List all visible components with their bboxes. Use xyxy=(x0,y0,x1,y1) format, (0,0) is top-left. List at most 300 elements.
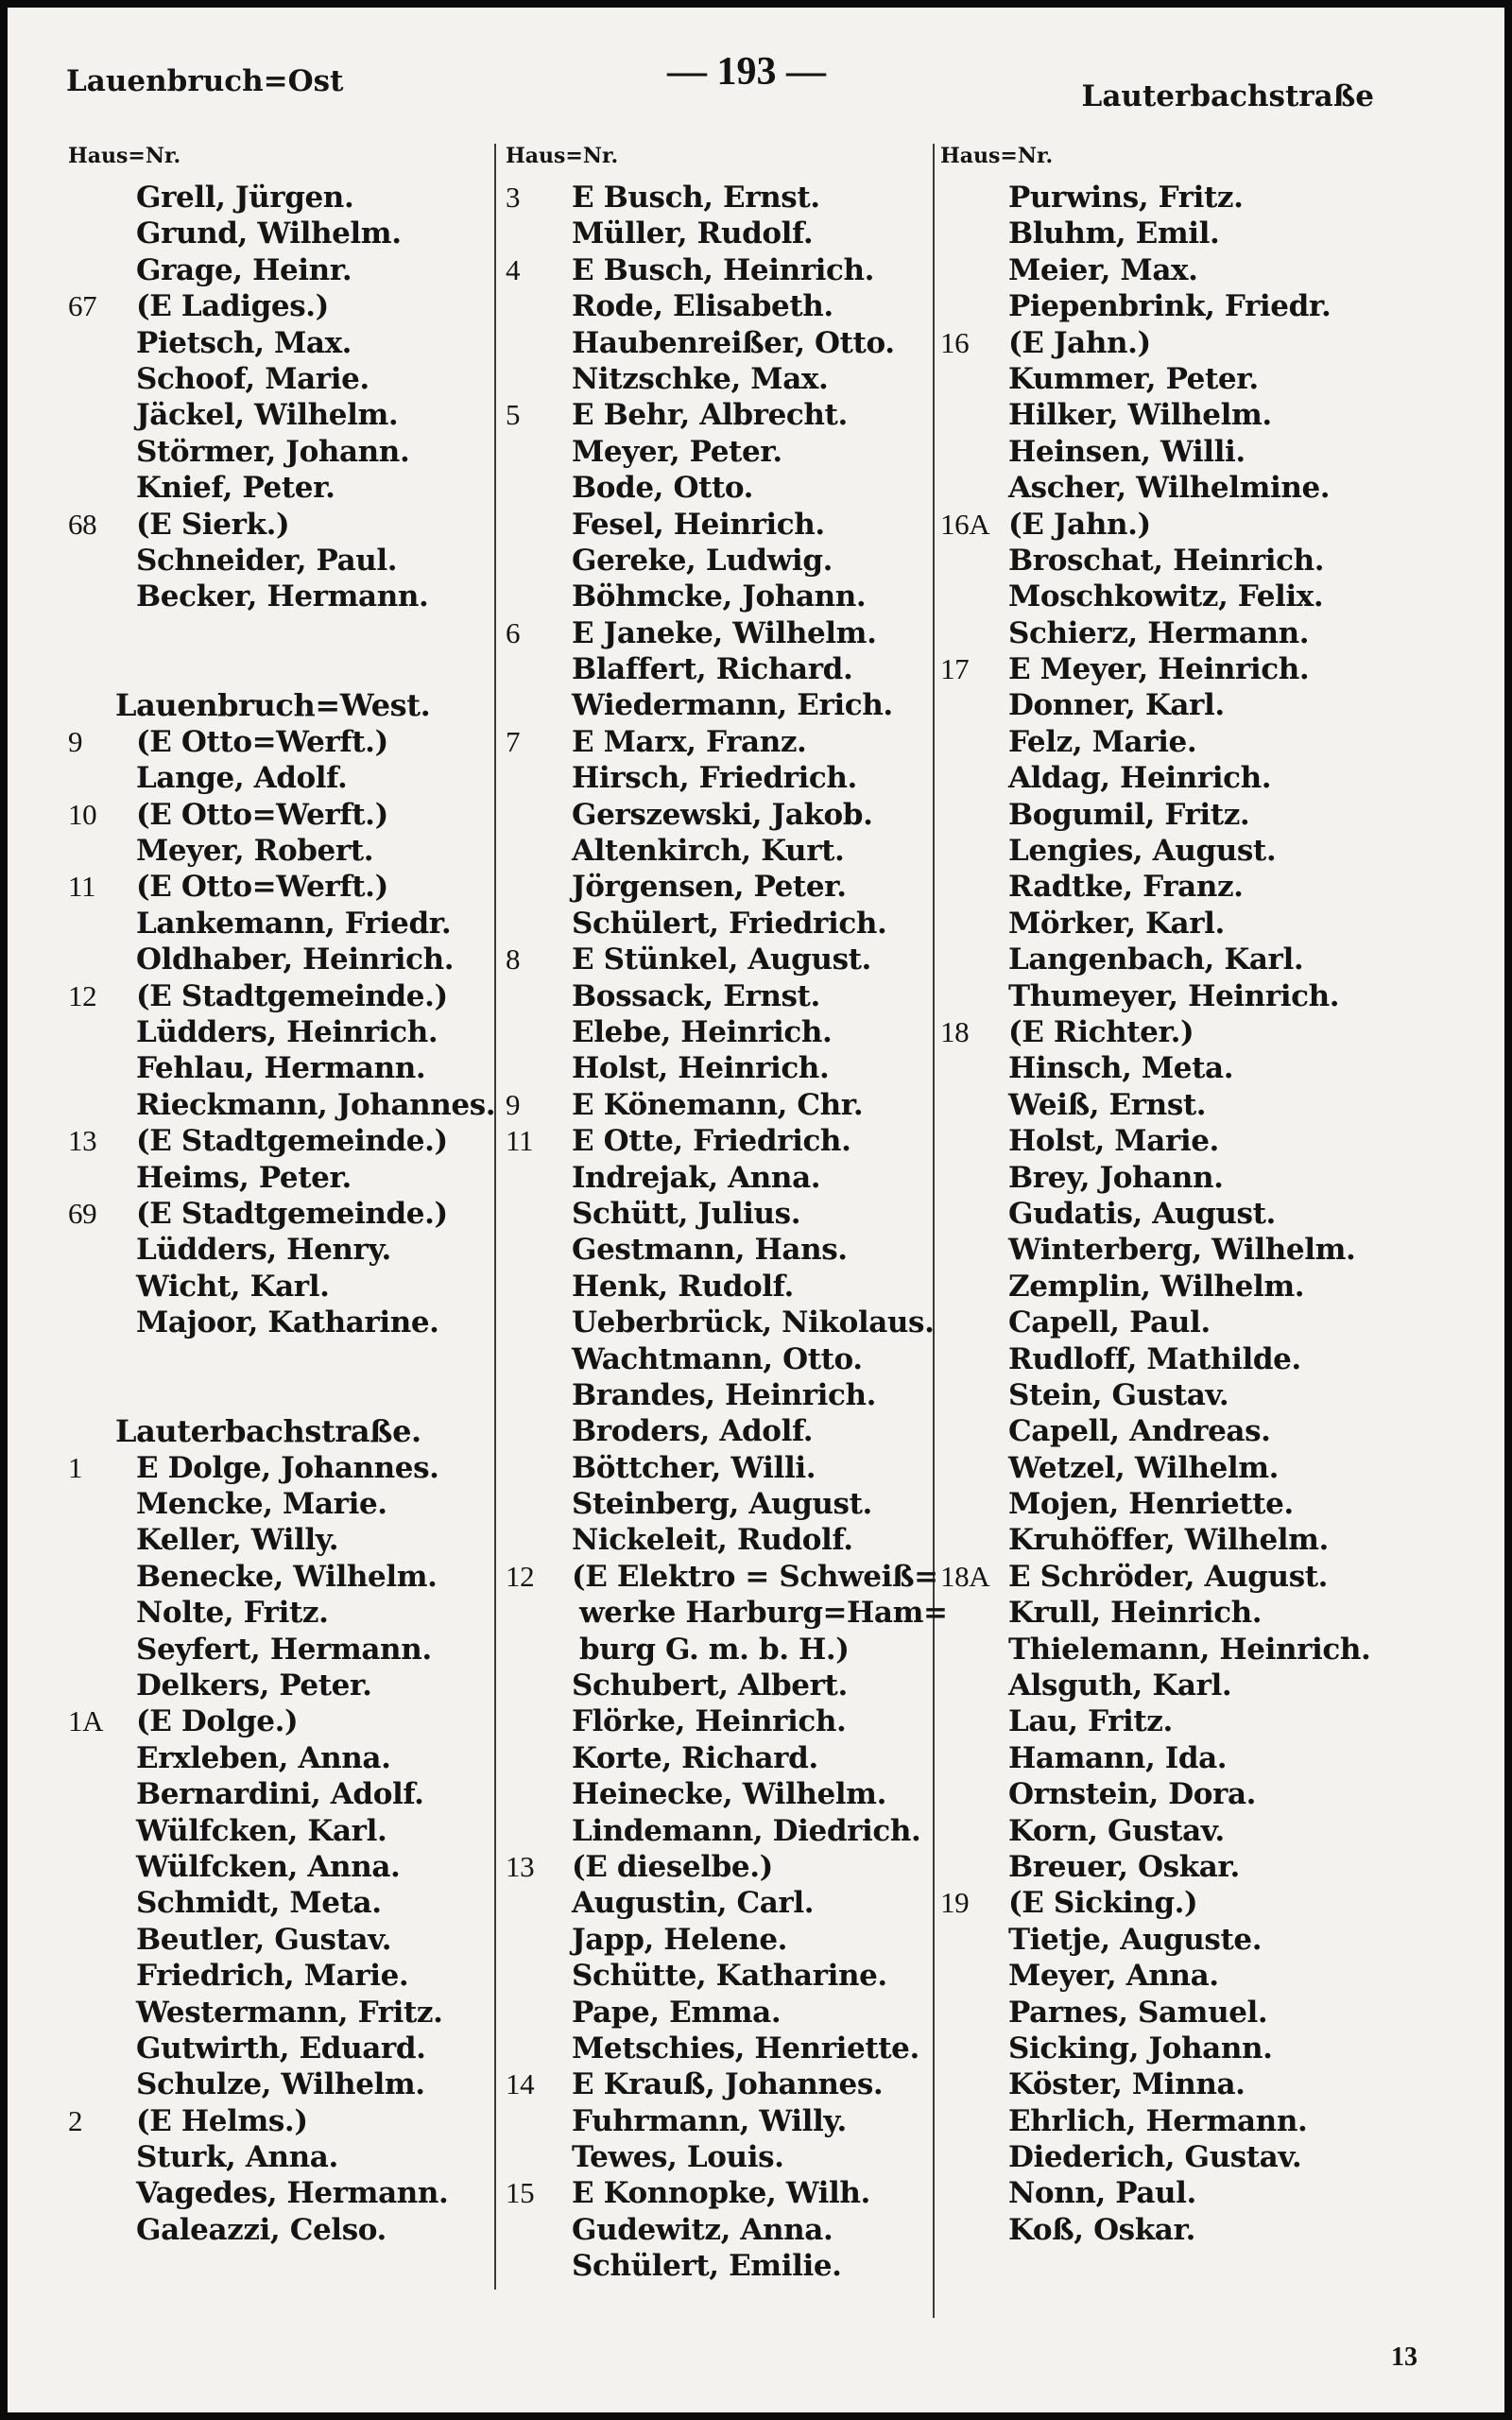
directory-entry xyxy=(68,361,484,397)
directory-entry xyxy=(506,2066,936,2102)
resident-name: Kruhöffer, Wilhelm. xyxy=(1008,1523,1329,1558)
directory-entry xyxy=(940,1269,1384,1305)
directory-entry xyxy=(68,906,484,942)
resident-name: (E Otto=Werft.) xyxy=(136,870,388,905)
directory-entry xyxy=(506,1995,936,2031)
resident-name: Wülfcken, Karl. xyxy=(136,1813,387,1848)
header-left-street: Lauenbruch=Ost xyxy=(66,64,344,98)
directory-entry xyxy=(68,760,484,796)
directory-entry xyxy=(940,978,1384,1014)
directory-entry xyxy=(940,1014,1384,1050)
directory-entry xyxy=(506,1413,936,1449)
directory-entry xyxy=(940,1305,1384,1340)
directory-entry xyxy=(940,1377,1384,1413)
directory-entry xyxy=(68,1305,484,1340)
house-number: 67 xyxy=(68,289,97,323)
resident-name: Capell, Andreas. xyxy=(1008,1414,1271,1449)
directory-entry xyxy=(506,2103,936,2139)
resident-name: Lau, Fritz. xyxy=(1008,1704,1173,1739)
blank-line xyxy=(68,615,484,651)
resident-name: Aldag, Heinrich. xyxy=(1008,761,1272,796)
directory-entry xyxy=(506,1595,948,1631)
resident-name: Metschies, Henriette. xyxy=(572,2031,919,2066)
directory-entry xyxy=(940,615,1384,651)
directory-entry xyxy=(506,2248,936,2284)
directory-entry xyxy=(940,1740,1384,1776)
directory-entry xyxy=(506,651,936,687)
directory-entry xyxy=(506,1123,936,1159)
directory-entry xyxy=(506,579,936,614)
directory-entry xyxy=(68,1922,484,1958)
house-number: 18 xyxy=(940,1014,970,1048)
directory-entry xyxy=(68,1958,484,1994)
resident-name: E Busch, Heinrich. xyxy=(572,252,875,287)
house-number-header: Haus=Nr. xyxy=(940,144,1054,168)
directory-entry xyxy=(68,2103,484,2139)
street-heading xyxy=(68,1413,484,1449)
directory-entry xyxy=(506,1632,936,1668)
directory-entry xyxy=(68,1486,484,1522)
resident-name: Weiß, Ernst. xyxy=(1008,1087,1207,1122)
resident-name: Bogumil, Fritz. xyxy=(1008,797,1250,832)
directory-entry xyxy=(506,434,936,470)
resident-name: E Otte, Friedrich. xyxy=(572,1124,851,1159)
directory-entry xyxy=(506,2031,936,2066)
resident-name: Knief, Peter. xyxy=(136,471,335,506)
blank-line xyxy=(68,1341,484,1377)
resident-name: Schubert, Albert. xyxy=(572,1668,848,1703)
resident-name: Benecke, Wilhelm. xyxy=(136,1559,438,1594)
directory-entry xyxy=(68,325,484,361)
resident-name: Hamann, Ida. xyxy=(1008,1740,1228,1775)
directory-entry xyxy=(506,1341,936,1377)
resident-name: Schierz, Hermann. xyxy=(1008,615,1310,650)
resident-name: Piepenbrink, Friedr. xyxy=(1008,289,1332,324)
directory-entry xyxy=(68,1813,484,1849)
resident-name: Capell, Paul. xyxy=(1008,1305,1211,1340)
directory-entry xyxy=(506,615,936,651)
resident-name: Nickeleit, Rudolf. xyxy=(572,1523,853,1558)
directory-entry xyxy=(940,760,1384,796)
resident-name: Grund, Wilhelm. xyxy=(136,216,402,251)
directory-entry xyxy=(506,2139,936,2175)
resident-name: Meyer, Robert. xyxy=(136,834,374,869)
directory-entry xyxy=(68,216,484,251)
resident-name: Haubenreißer, Otto. xyxy=(572,325,895,360)
house-number: 4 xyxy=(506,252,521,286)
directory-entry xyxy=(68,1776,484,1812)
resident-name: E Konnopke, Wilh. xyxy=(572,2176,870,2211)
resident-name: Korte, Richard. xyxy=(572,1740,818,1775)
resident-name: Meier, Max. xyxy=(1008,252,1198,287)
house-number: 13 xyxy=(506,1849,535,1883)
resident-name: Gerszewski, Jakob. xyxy=(572,797,873,832)
resident-name: Thielemann, Heinrich. xyxy=(1008,1632,1371,1667)
directory-entry xyxy=(506,1559,936,1595)
directory-entry xyxy=(940,470,1384,506)
house-number: 15 xyxy=(506,2176,535,2210)
house-number: 69 xyxy=(68,1196,97,1230)
directory-entry xyxy=(68,724,484,760)
directory-entry xyxy=(506,361,936,397)
directory-column-3 xyxy=(940,142,1384,2248)
directory-column-1 xyxy=(68,142,496,2248)
directory-entry xyxy=(506,1269,936,1305)
directory-entry xyxy=(940,1958,1384,1994)
resident-name: Hinsch, Meta. xyxy=(1008,1051,1234,1086)
header-page-number: — 193 — xyxy=(667,50,826,94)
resident-name: Vagedes, Hermann. xyxy=(136,2176,449,2211)
resident-name: (E Jahn.) xyxy=(1008,507,1151,542)
directory-entry xyxy=(940,507,1384,543)
directory-entry xyxy=(68,543,484,579)
resident-name: Tietje, Auguste. xyxy=(1008,1922,1263,1957)
header-right-street: Lauterbachstraße xyxy=(1081,79,1374,113)
directory-entry xyxy=(506,1776,936,1812)
directory-entry xyxy=(940,579,1384,614)
resident-name: Westermann, Fritz. xyxy=(136,1995,443,2030)
resident-name: Lengies, August. xyxy=(1008,834,1277,869)
house-number: 14 xyxy=(506,2067,535,2101)
resident-name: E Stünkel, August. xyxy=(572,942,871,977)
resident-name: Mörker, Karl. xyxy=(1008,906,1225,941)
resident-name: Tewes, Louis. xyxy=(572,2140,784,2175)
resident-name: Brandes, Heinrich. xyxy=(572,1377,877,1412)
resident-name: E Marx, Franz. xyxy=(572,724,807,759)
directory-entry xyxy=(940,1885,1384,1921)
blank-line xyxy=(68,651,484,687)
house-number: 6 xyxy=(506,615,521,649)
directory-entry xyxy=(940,797,1384,833)
directory-entry xyxy=(68,434,484,470)
resident-name: Meyer, Anna. xyxy=(1008,1959,1219,1994)
directory-entry xyxy=(68,1995,484,2031)
directory-entry xyxy=(506,1668,936,1703)
directory-entry xyxy=(506,797,936,833)
resident-name: Stein, Gustav. xyxy=(1008,1377,1229,1412)
resident-name: Böttcher, Willi. xyxy=(572,1450,816,1485)
resident-name: Flörke, Heinrich. xyxy=(572,1704,847,1739)
directory-entry xyxy=(940,1522,1384,1558)
directory-entry xyxy=(68,579,484,614)
resident-name: (E Sierk.) xyxy=(136,507,290,542)
directory-entry xyxy=(68,833,484,869)
directory-entry xyxy=(68,1703,484,1739)
directory-entry xyxy=(940,1922,1384,1958)
house-number: 12 xyxy=(68,978,97,1012)
directory-entry xyxy=(68,1595,484,1631)
resident-name: (E Ladiges.) xyxy=(136,289,329,324)
resident-name: Brey, Johann. xyxy=(1008,1160,1224,1195)
street-heading xyxy=(68,687,484,723)
directory-entry xyxy=(506,1305,936,1340)
directory-entry xyxy=(68,1522,484,1558)
directory-entry xyxy=(506,180,936,216)
house-number: 17 xyxy=(940,652,970,686)
house-number: 2 xyxy=(68,2103,83,2137)
resident-name: (E Helms.) xyxy=(136,2103,308,2138)
directory-entry xyxy=(68,1668,484,1703)
resident-name: Becker, Hermann. xyxy=(136,579,429,614)
resident-name: (E Jahn.) xyxy=(1008,325,1151,360)
directory-entry xyxy=(506,1014,936,1050)
resident-name: Schmidt, Meta. xyxy=(136,1886,382,1921)
resident-name: Meyer, Peter. xyxy=(572,434,782,469)
directory-entry xyxy=(940,1595,1384,1631)
resident-name: Pietsch, Max. xyxy=(136,325,352,360)
resident-name: Lüdders, Henry. xyxy=(136,1233,391,1268)
directory-entry xyxy=(68,1632,484,1668)
resident-name: (E Sicking.) xyxy=(1008,1886,1198,1921)
directory-entry xyxy=(506,760,936,796)
resident-name: Jörgensen, Peter. xyxy=(572,870,847,905)
house-number: 19 xyxy=(940,1886,970,1920)
resident-name: Pape, Emma. xyxy=(572,1995,782,2030)
directory-entry xyxy=(506,833,936,869)
directory-entry xyxy=(68,470,484,506)
resident-name: Henk, Rudolf. xyxy=(572,1269,794,1304)
resident-name: Seyfert, Hermann. xyxy=(136,1632,432,1667)
sheet-number: 13 xyxy=(1391,2342,1418,2372)
street-heading-text: Lauterbachstraße. xyxy=(115,1413,421,1450)
resident-name: Breuer, Oskar. xyxy=(1008,1849,1240,1884)
directory-entry xyxy=(940,397,1384,433)
resident-name: Krull, Heinrich. xyxy=(1008,1596,1263,1631)
resident-name: Rode, Elisabeth. xyxy=(572,289,833,324)
resident-name: Wachtmann, Otto. xyxy=(572,1341,863,1376)
directory-entry xyxy=(68,1269,484,1305)
directory-entry xyxy=(506,2212,936,2248)
directory-entry xyxy=(940,434,1384,470)
directory-entry xyxy=(506,1377,936,1413)
resident-name: Broders, Adolf. xyxy=(572,1414,814,1449)
directory-entry xyxy=(506,1087,936,1123)
directory-entry xyxy=(940,288,1384,324)
directory-entry xyxy=(68,1050,484,1086)
house-number: 16A xyxy=(940,507,990,541)
resident-name: Schülert, Emilie. xyxy=(572,2249,842,2284)
resident-name: Rieckmann, Johannes. xyxy=(136,1087,496,1122)
directory-entry xyxy=(506,1885,936,1921)
resident-name: (E dieselbe.) xyxy=(572,1849,773,1884)
resident-name: Felz, Marie. xyxy=(1008,724,1197,759)
directory-entry xyxy=(68,180,484,216)
directory-entry xyxy=(68,2066,484,2102)
resident-name: Diederich, Gustav. xyxy=(1008,2140,1302,2175)
directory-entry xyxy=(506,216,936,251)
resident-name: Grell, Jürgen. xyxy=(136,181,354,215)
resident-name: Lüdders, Heinrich. xyxy=(136,1014,438,1049)
directory-entry xyxy=(506,1703,936,1739)
resident-name: Schülert, Friedrich. xyxy=(572,906,887,941)
resident-name: Schoof, Marie. xyxy=(136,361,369,396)
house-number: 1A xyxy=(68,1704,104,1738)
directory-entry xyxy=(506,1050,936,1086)
resident-name: Nonn, Paul. xyxy=(1008,2176,1196,2211)
directory-entry xyxy=(940,651,1384,687)
resident-name: E Krauß, Johannes. xyxy=(572,2067,884,2102)
directory-entry xyxy=(506,1232,936,1268)
resident-name: Fehlau, Hermann. xyxy=(136,1051,426,1086)
house-number: 3 xyxy=(506,181,521,214)
directory-entry xyxy=(940,1668,1384,1703)
directory-entry xyxy=(68,1123,484,1159)
resident-name: Köster, Minna. xyxy=(1008,2067,1246,2102)
resident-name: Bluhm, Emil. xyxy=(1008,216,1220,251)
resident-name: werke Harburg=Ham= xyxy=(579,1596,948,1631)
resident-name: Rudloff, Mathilde. xyxy=(1008,1341,1301,1376)
house-number-header: Haus=Nr. xyxy=(68,144,181,168)
resident-name: Gutwirth, Eduard. xyxy=(136,2031,426,2066)
directory-entry xyxy=(940,2031,1384,2066)
resident-name: Gudewitz, Anna. xyxy=(572,2212,833,2247)
resident-name: Hilker, Wilhelm. xyxy=(1008,398,1272,433)
house-number: 11 xyxy=(68,870,96,904)
resident-name: Winterberg, Wilhelm. xyxy=(1008,1233,1356,1268)
directory-entry xyxy=(940,1995,1384,2031)
directory-entry xyxy=(940,2066,1384,2102)
house-number: 12 xyxy=(506,1559,535,1593)
directory-entry xyxy=(68,252,484,288)
directory-entry xyxy=(940,361,1384,397)
directory-entry xyxy=(506,942,936,977)
directory-entry xyxy=(68,1087,496,1123)
resident-name: E Meyer, Heinrich. xyxy=(1008,652,1310,687)
directory-entry xyxy=(940,1087,1384,1123)
resident-name: Oldhaber, Heinrich. xyxy=(136,942,455,977)
resident-name: Sturk, Anna. xyxy=(136,2140,338,2175)
resident-name: Koß, Oskar. xyxy=(1008,2212,1195,2247)
resident-name: E Janeke, Wilhelm. xyxy=(572,615,877,650)
resident-name: Bossack, Ernst. xyxy=(572,978,820,1013)
column-divider xyxy=(494,144,496,2290)
resident-name: Schütte, Katharine. xyxy=(572,1959,887,1994)
directory-entry xyxy=(940,1849,1384,1885)
street-heading-text: Lauenbruch=West. xyxy=(115,687,431,724)
directory-entry xyxy=(940,1160,1384,1196)
resident-name: Nolte, Fritz. xyxy=(136,1596,329,1631)
resident-name: Elebe, Heinrich. xyxy=(572,1014,833,1049)
resident-name: Thumeyer, Heinrich. xyxy=(1008,978,1340,1013)
resident-name: Delkers, Peter. xyxy=(136,1668,372,1703)
directory-entry xyxy=(506,687,936,723)
directory-entry xyxy=(68,288,484,324)
resident-name: (E Otto=Werft.) xyxy=(136,797,388,832)
resident-name: Altenkirch, Kurt. xyxy=(572,834,845,869)
directory-entry xyxy=(506,1522,936,1558)
house-number: 11 xyxy=(506,1124,534,1158)
resident-name: Müller, Rudolf. xyxy=(572,216,814,251)
directory-entry xyxy=(940,1050,1384,1086)
directory-entry xyxy=(506,1922,936,1958)
resident-name: Holst, Marie. xyxy=(1008,1124,1219,1159)
directory-entry xyxy=(940,942,1384,977)
directory-entry xyxy=(68,507,484,543)
directory-entry xyxy=(940,833,1384,869)
resident-name: Majoor, Katharine. xyxy=(136,1305,439,1340)
resident-name: Heinsen, Willi. xyxy=(1008,434,1246,469)
directory-entry xyxy=(68,1849,484,1885)
directory-entry xyxy=(940,1486,1384,1522)
directory-entry xyxy=(506,543,936,579)
resident-name: Langenbach, Karl. xyxy=(1008,942,1304,977)
resident-name: Friedrich, Marie. xyxy=(136,1959,409,1994)
resident-name: (E Dolge.) xyxy=(136,1704,299,1739)
directory-entry xyxy=(940,1196,1384,1232)
directory-entry xyxy=(940,687,1384,723)
directory-entry xyxy=(940,216,1384,251)
directory-entry xyxy=(506,724,936,760)
resident-name: Schneider, Paul. xyxy=(136,543,398,578)
directory-entry xyxy=(506,288,936,324)
directory-entry xyxy=(68,2212,484,2248)
directory-entry xyxy=(506,1160,936,1196)
directory-entry xyxy=(506,2175,936,2211)
resident-name: Wülfcken, Anna. xyxy=(136,1849,401,1884)
resident-name: Holst, Heinrich. xyxy=(572,1051,830,1086)
directory-entry xyxy=(940,2175,1384,2211)
resident-name: Schulze, Wilhelm. xyxy=(136,2067,425,2102)
directory-entry xyxy=(940,1450,1384,1486)
resident-name: Augustin, Carl. xyxy=(572,1886,815,1921)
resident-name: Donner, Karl. xyxy=(1008,688,1225,723)
directory-entry xyxy=(940,2103,1384,2139)
resident-name: Keller, Willy. xyxy=(136,1523,339,1558)
directory-entry xyxy=(940,724,1384,760)
resident-name: Steinberg, August. xyxy=(572,1487,872,1522)
directory-entry xyxy=(940,1123,1384,1159)
resident-name: Bernardini, Adolf. xyxy=(136,1777,424,1812)
resident-name: Gudatis, August. xyxy=(1008,1196,1276,1231)
directory-entry xyxy=(506,507,936,543)
resident-name: Ascher, Wilhelmine. xyxy=(1008,471,1331,506)
resident-name: Parnes, Samuel. xyxy=(1008,1995,1268,2030)
directory-entry xyxy=(506,252,936,288)
directory-entry xyxy=(68,2139,484,2175)
resident-name: Blaffert, Richard. xyxy=(572,652,853,687)
resident-name: Fuhrmann, Willy. xyxy=(572,2103,847,2138)
directory-entry xyxy=(506,1450,936,1486)
house-number: 1 xyxy=(68,1450,83,1484)
directory-entry xyxy=(506,869,936,905)
directory-entry xyxy=(68,797,484,833)
resident-name: Indrejak, Anna. xyxy=(572,1160,821,1195)
resident-name: Zemplin, Wilhelm. xyxy=(1008,1269,1305,1304)
directory-entry xyxy=(940,180,1384,216)
resident-name: Jäckel, Wilhelm. xyxy=(136,398,399,433)
directory-entry xyxy=(940,1413,1384,1449)
resident-name: Lange, Adolf. xyxy=(136,761,348,796)
resident-name: Wicht, Karl. xyxy=(136,1269,330,1304)
directory-entry xyxy=(506,1196,936,1232)
resident-name: Schütt, Julius. xyxy=(572,1196,801,1231)
resident-name: (E Elektro = Schweiß= xyxy=(572,1559,938,1594)
resident-name: Purwins, Fritz. xyxy=(1008,181,1244,215)
resident-name: Alsguth, Karl. xyxy=(1008,1668,1232,1703)
resident-name: Hirsch, Friedrich. xyxy=(572,761,857,796)
resident-name: Galeazzi, Celso. xyxy=(136,2212,387,2247)
resident-name: Ehrlich, Hermann. xyxy=(1008,2103,1308,2138)
resident-name: Lankemann, Friedr. xyxy=(136,906,452,941)
directory-entry xyxy=(940,543,1384,579)
page-header xyxy=(66,49,1374,113)
blank-line xyxy=(68,1377,484,1413)
resident-name: Moschkowitz, Felix. xyxy=(1008,579,1324,614)
house-number: 68 xyxy=(68,507,97,541)
resident-name: E Busch, Ernst. xyxy=(572,181,820,215)
directory-entry xyxy=(68,1014,484,1050)
directory-entry xyxy=(506,397,936,433)
